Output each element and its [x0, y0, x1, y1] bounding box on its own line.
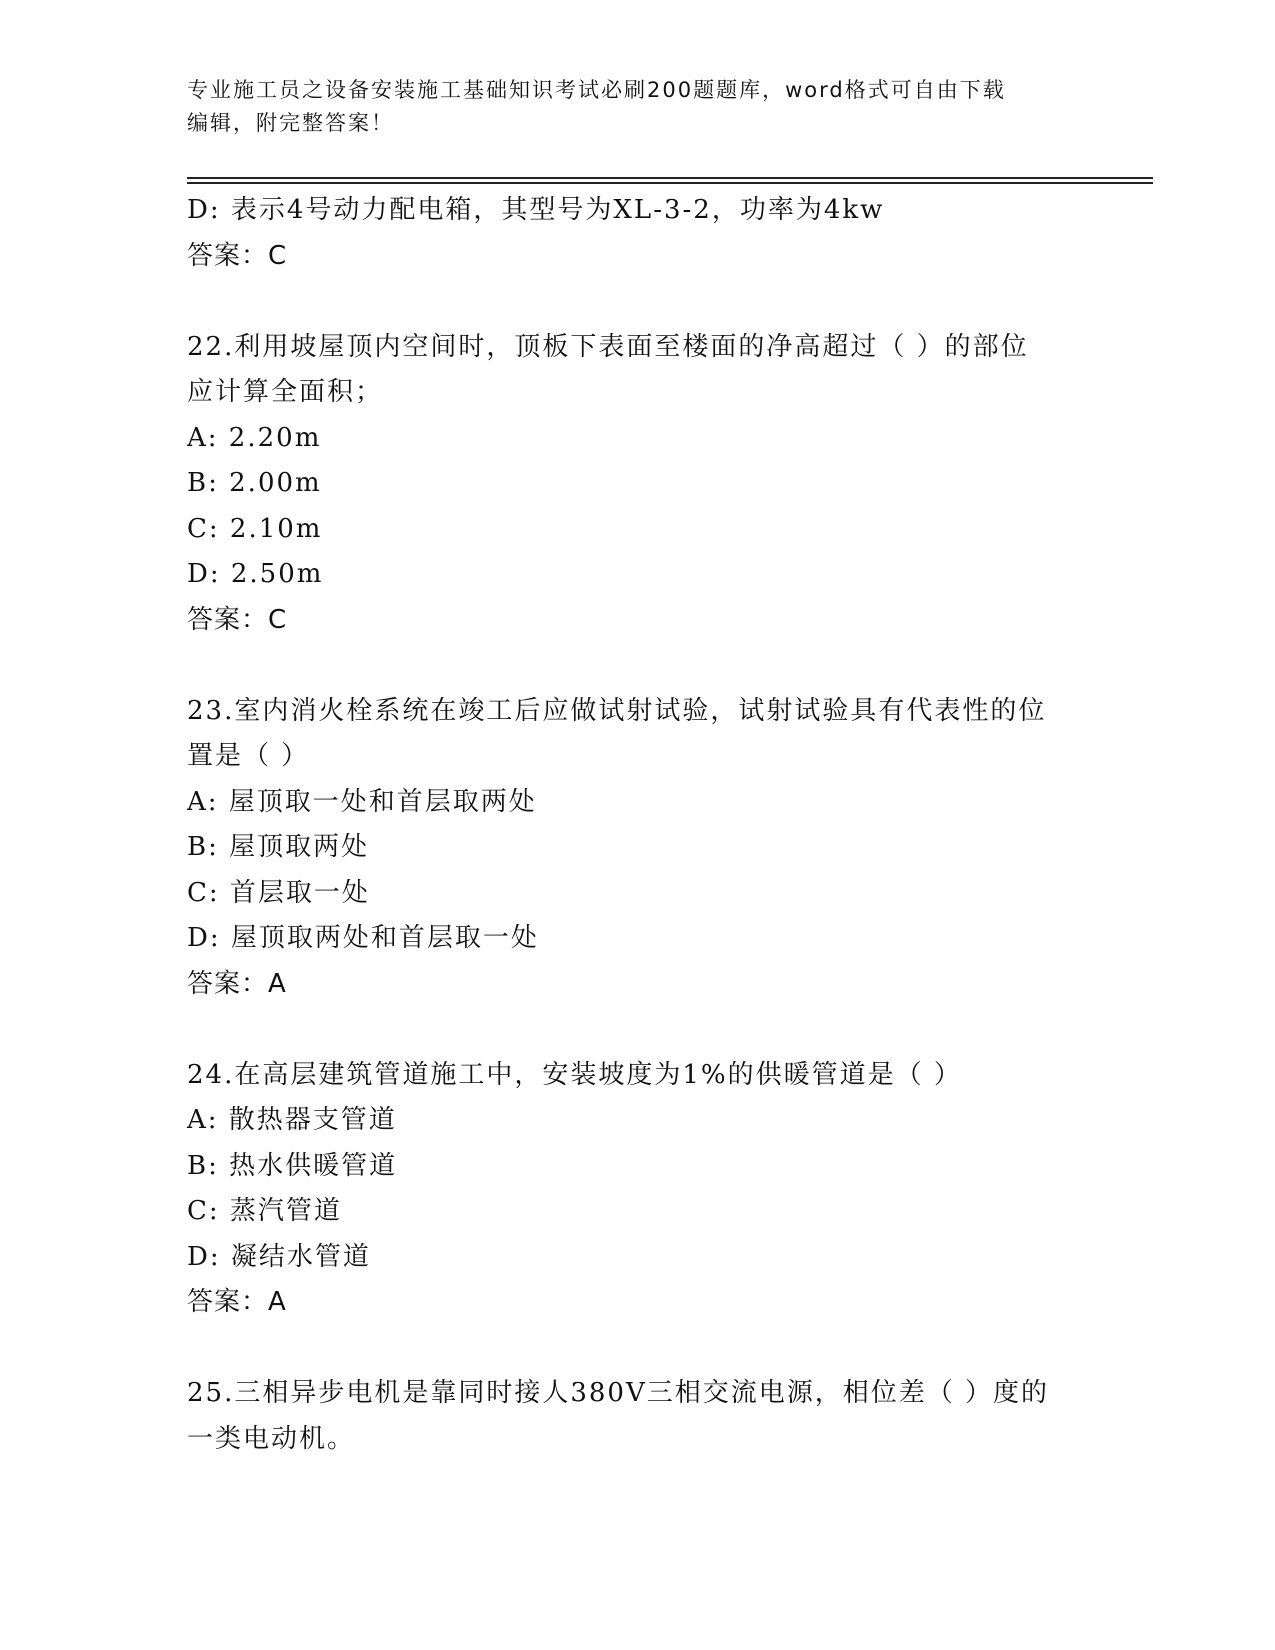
question-stem: 23.室内消火栓系统在竣工后应做试射试验，试射试验具有代表性的位 — [187, 695, 1047, 726]
header-divider-top — [187, 177, 1153, 179]
question-22 — [187, 325, 1087, 644]
question-stem-continued: 一类电动机。 — [187, 1423, 356, 1454]
spacer — [187, 279, 1087, 325]
spacer — [187, 643, 1087, 689]
header-line-2: 编辑，附完整答案！ — [187, 111, 394, 135]
option-b: B: 2.00m — [187, 468, 322, 498]
option-d: D: 凝结水管道 — [187, 1241, 371, 1272]
question-stem-continued: 应计算全面积； — [187, 377, 384, 407]
header-divider-bottom — [187, 182, 1153, 184]
header-line-1: 专业施工员之设备安装施工基础知识考试必刷200题题库，word格式可自由下载 — [187, 78, 1006, 102]
option-b: B: 热水供暖管道 — [187, 1150, 398, 1181]
answer-line: 答案：A — [187, 1287, 287, 1317]
option-d: D: 屋顶取两处和首层取一处 — [187, 923, 539, 953]
option-b: B: 屋顶取两处 — [187, 832, 370, 862]
previous-question-tail — [187, 188, 1087, 279]
option-c: C: 首层取一处 — [187, 877, 370, 908]
answer-line: 答案：A — [187, 968, 287, 999]
spacer — [187, 1007, 1087, 1053]
question-stem: 25.三相异步电机是靠同时接人380V三相交流电源，相位差（ ）度的 — [187, 1378, 1050, 1408]
option-a: A: 屋顶取一处和首层取两处 — [187, 786, 537, 817]
question-23 — [187, 689, 1087, 1008]
question-stem-continued: 置是（ ） — [187, 741, 310, 771]
question-stem: 24.在高层建筑管道施工中，安装坡度为1%的供暖管道是（ ） — [187, 1059, 962, 1090]
option-a: A: 2.20m — [187, 422, 322, 453]
question-25 — [187, 1371, 1087, 1462]
option-a: A: 散热器支管道 — [187, 1105, 397, 1135]
option-c: C: 2.10m — [187, 513, 323, 544]
answer-line: 答案：C — [187, 240, 288, 271]
option-d: D: 表示4号动力配电箱，其型号为XL-3-2，功率为4kw — [187, 195, 885, 225]
question-stem: 22.利用坡屋顶内空间时，顶板下表面至楼面的净高超过（ ）的部位 — [187, 331, 1029, 362]
option-c: C: 蒸汽管道 — [187, 1196, 342, 1226]
question-list — [187, 188, 1087, 1462]
option-d: D: 2.50m — [187, 559, 324, 589]
spacer — [187, 1326, 1087, 1372]
question-24 — [187, 1053, 1087, 1326]
document-header — [187, 74, 1087, 140]
answer-line: 答案：C — [187, 604, 288, 635]
